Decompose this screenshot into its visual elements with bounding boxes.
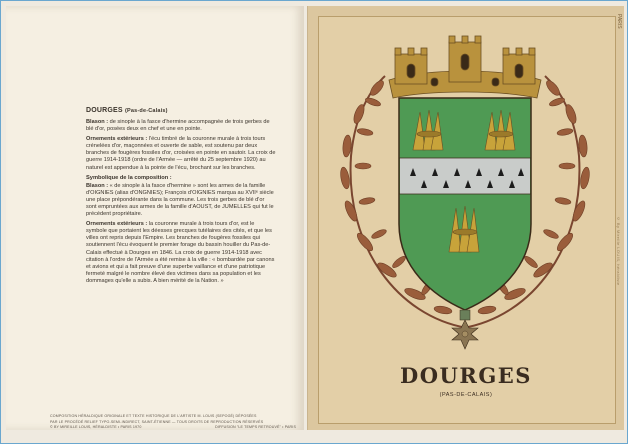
croix-de-guerre (452, 310, 478, 349)
left-page (6, 6, 304, 430)
spine-credit: © By Mireille LOUIS, héraldiste (616, 216, 621, 286)
shield (399, 98, 531, 310)
sym-ornements-paragraph (86, 221, 276, 285)
ornements-label: Ornements extérieurs : (86, 136, 148, 143)
sym-blason-text: « de sinople à la fasce d'hermine » sont les armes de la famille d'OIGNIES (alias d'ONGNIES); François d'OIGNIES marqua au XVIIᵉ siècle une place prépondérante dans la commune. Les trois gerbes de blé d'or sont empruntées aux armes de la famille d'AOUST, de JUMELLES qui fut le précédent propriétaire. (86, 182, 274, 218)
sym-ornements-text: la couronne murale à trois tours d'or, est le symbole que portaient les déesses grecques tutélaires des cités, et que les villes ont repris depuis l'Empire. Les branches de fougères fossiles qui soutiennent l'écu évoquent le premier forage du bassin houiller du Pas-de-Calais effectué à Dourges en 1846. La croix de guerre 1914-1918 avec citation à l'ordre de l'Armée a été remise à la ville : « bombardée par canons et avions et qui a fait preuve d'une superbe vaillance et d'une patriotique fermeté malgré le nombre élevé des victimes dans sa population et les dommages qu'elle a subis. A bien mérité de la Nation. » (86, 221, 275, 284)
footer-diffusion: DIFFUSION "LE TEMPS RETROUVÉ" • PARIS (215, 425, 296, 430)
mural-crown (389, 36, 541, 98)
description-text (86, 107, 276, 288)
coat-of-arms (307, 6, 623, 366)
spine-label: PARIS (616, 14, 622, 29)
symbolique-heading: Symbolique de la composition : (86, 174, 172, 181)
footer-line-2: PAR LE PROCÉDÉ RELIEF TYPO-SEMI-INDIRECT, SAINT-ÉTIENNE — TOUS DROITS DE REPRODUCTION RÉSERVÉS (50, 419, 264, 424)
ornements-paragraph (86, 136, 276, 171)
description-title (86, 107, 276, 114)
footer-credits (50, 414, 310, 431)
blason-label: Blason : (86, 119, 109, 125)
sym-blason-label: Blason : (86, 182, 109, 189)
title-subtext: (Pas-de-Calais) (124, 108, 168, 114)
title-text: DOURGES (86, 107, 123, 114)
sym-blason-paragraph (86, 183, 276, 218)
blason-text: de sinople à la fasce d'hermine accompagnée de trois gerbes de blé d'or, posées deux en chef et une en pointe. (86, 119, 270, 133)
sym-ornements-label: Ornements extérieurs : (86, 221, 148, 228)
footer-line-3 (50, 425, 310, 431)
town-subtitle: (PAS-DE-CALAIS) (439, 392, 493, 398)
ermine-fess (400, 158, 530, 194)
ornements-text: l'écu timbré de la couronne murale à trois tours crénelées d'or, maçonnées et ouverte de sable, est soutenu par deux branches de fougères fossiles d'or, croisées en pointe en sautoir. La croix de guerre 1914-1918 (ordre de l'Armée — arrêté du 25 septembre 1920) au naturel est appendue à la pointe de l'écu, brochant sur les branches. (86, 136, 276, 171)
footer-copyright: © BY MIREILLE LOUIS, HÉRALDISTE • PARIS 1970 (50, 425, 142, 430)
town-title: DOURGES (400, 363, 532, 388)
blason-paragraph (86, 119, 276, 133)
footer-line-1: COMPOSITION HÉRALDIQUE ORIGINALE ET TEXTE HISTORIQUE DE L'ARTISTE M. LOUIS (SEPOGÉ) DÉPOSÉES (50, 414, 257, 418)
